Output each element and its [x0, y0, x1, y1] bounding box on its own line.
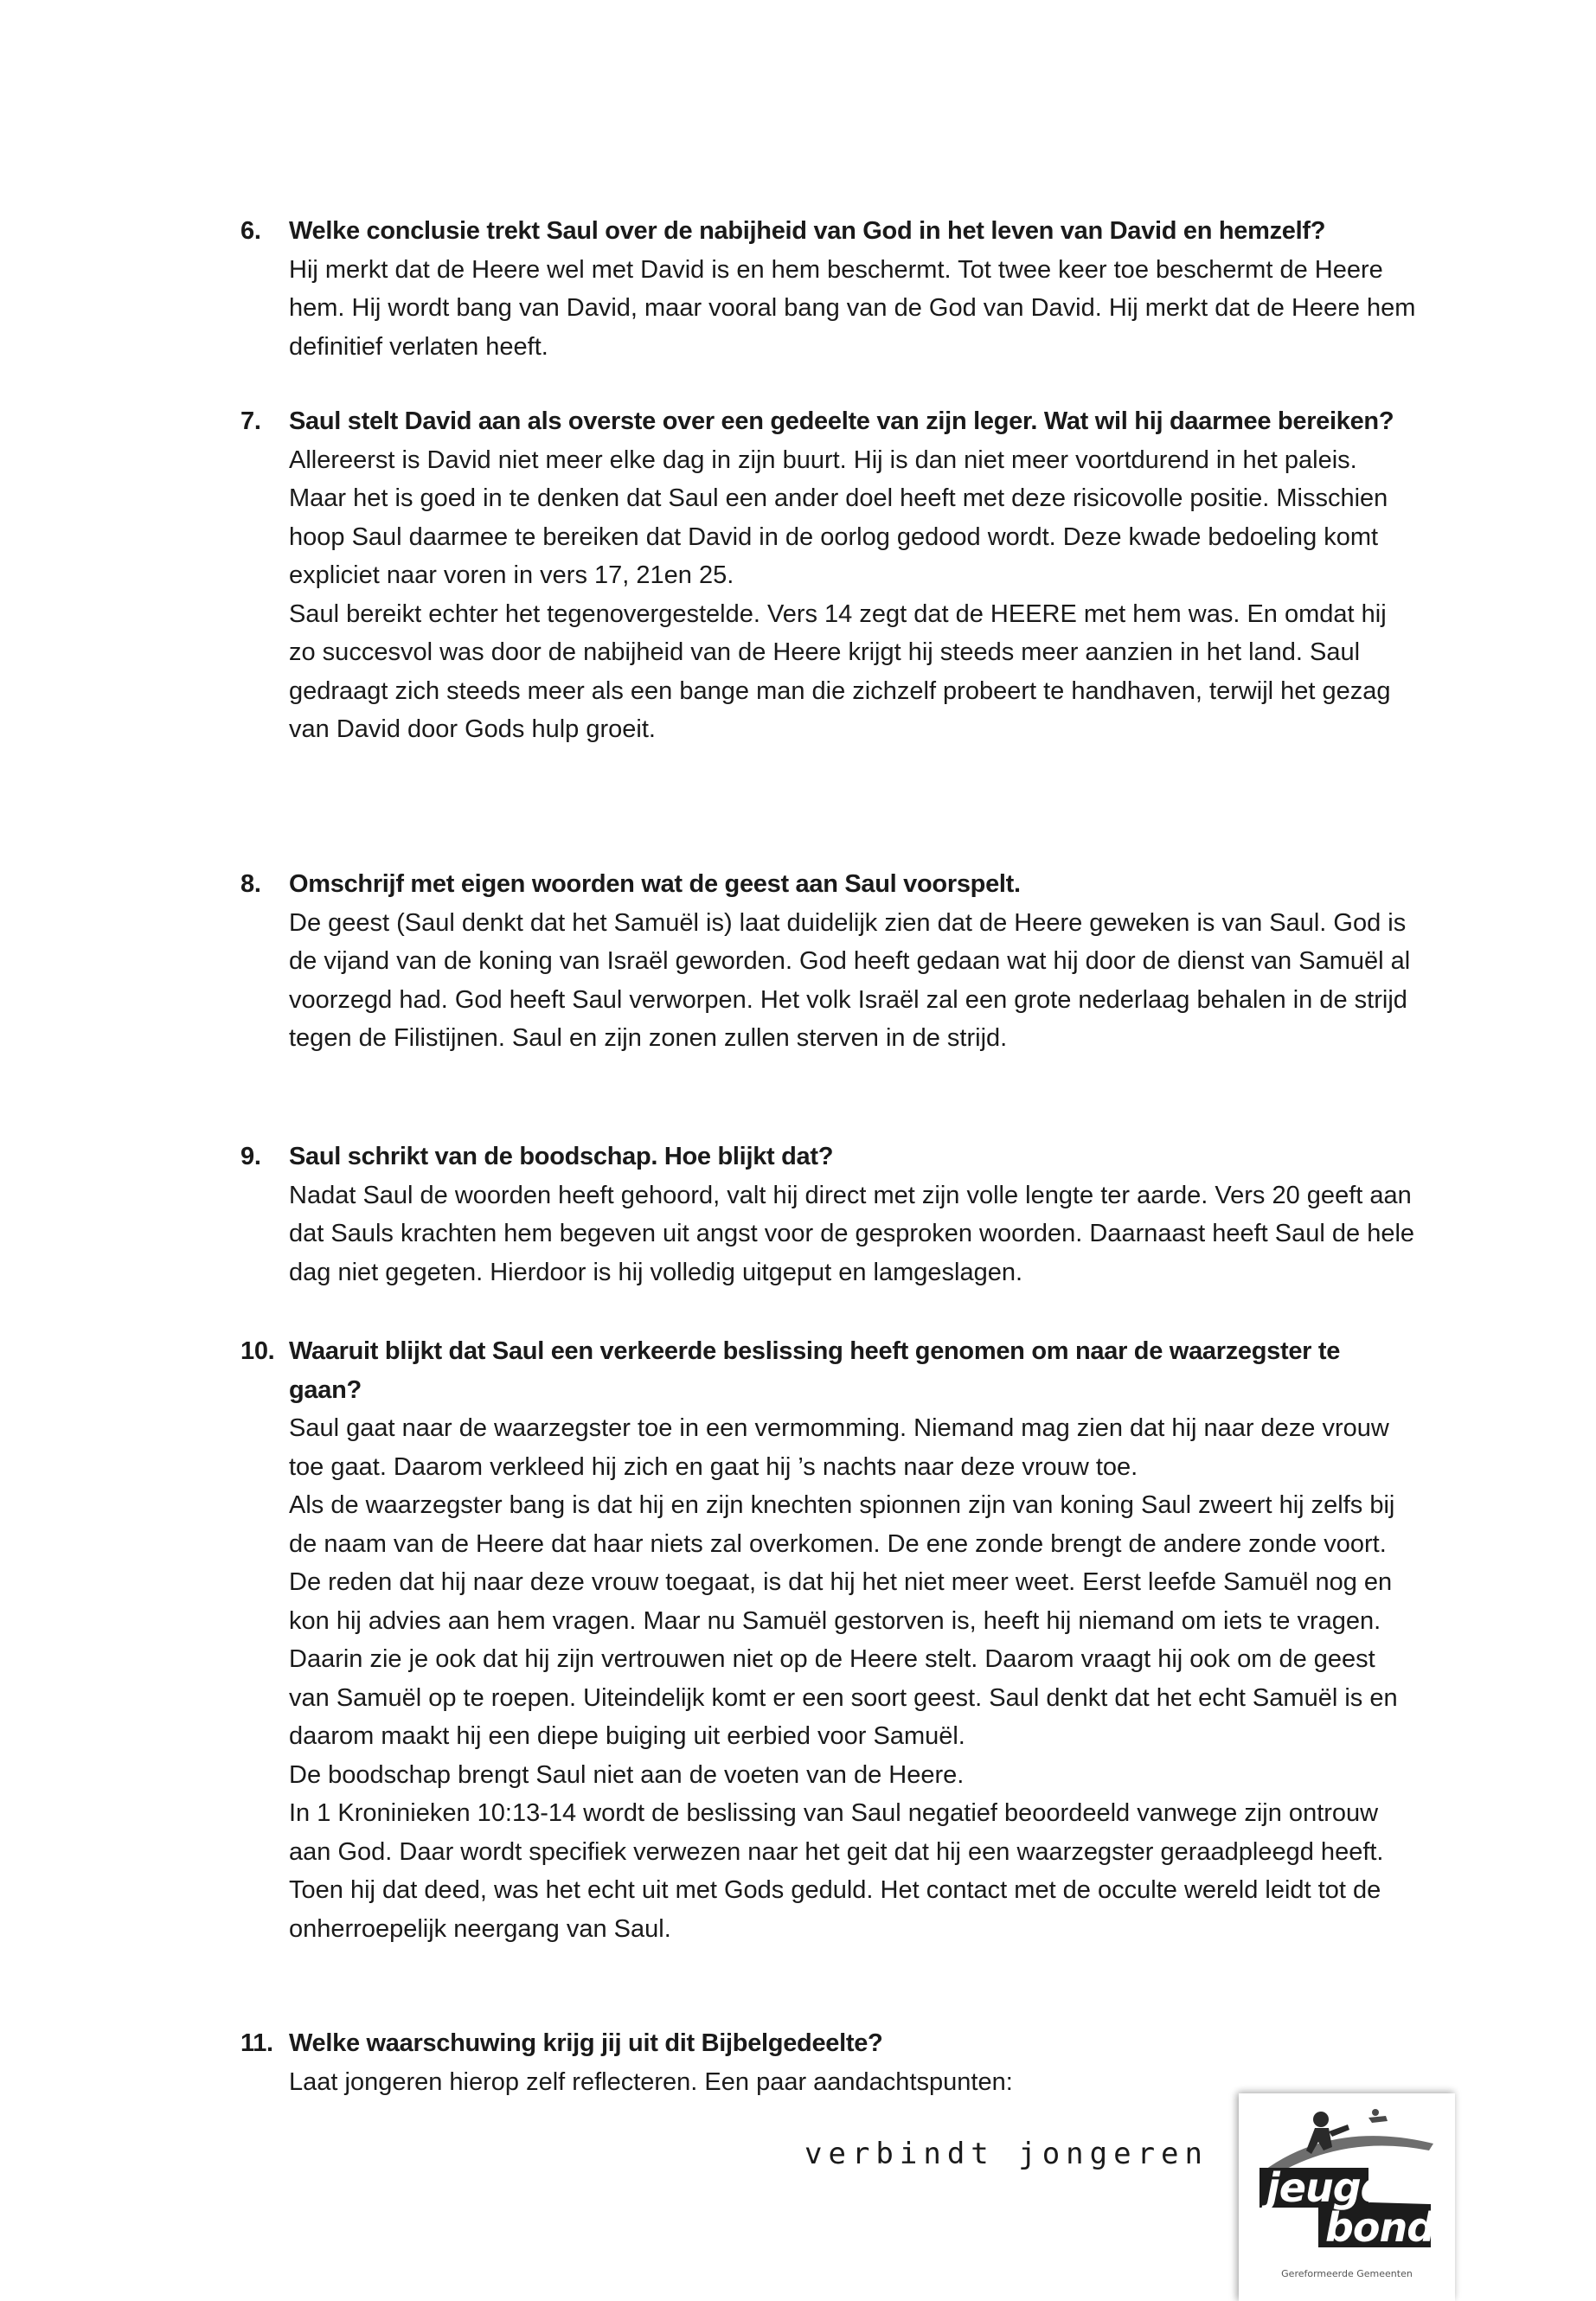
question-heading	[240, 865, 1417, 904]
question-text: Saul stelt David aan als overste over een gedeelte van zijn leger. Wat wil hij daarmee bereiken?	[289, 407, 1394, 435]
logo-subtitle: Gereformeerde Gemeenten	[1281, 2268, 1413, 2279]
question-heading	[240, 212, 1417, 251]
question-text: Saul schrikt van de boodschap. Hoe blijkt dat?	[289, 1143, 834, 1170]
question-block-8	[240, 865, 1417, 1058]
answer-paragraph: De reden dat hij naar deze vrouw toegaat, is dat hij het niet meer weet. Eerst leefde Samuël nog en kon hij advies aan hem vragen. Maar nu Samuël gestorven is, heeft hij niemand om iets te vragen. Daarin zie je ook dat hij zijn vertrouwen niet op de Heere stelt. Daarom vraagt hij ook om de geest van Samuël op te roepen. Uiteindelijk komt er een soort geest. Saul denkt dat het echt Samuël is en daarom maakt hij een diepe buiging uit eerbied voor Samuël.	[289, 1568, 1398, 1750]
question-text: Omschrijf met eigen woorden wat de geest aan Saul voorspelt.	[289, 870, 1021, 898]
question-text: Welke conclusie trekt Saul over de nabijheid van God in het leven van David en hemzelf?	[289, 217, 1326, 245]
question-heading	[240, 402, 1417, 441]
answer-text	[240, 1409, 1417, 1948]
question-heading	[240, 1332, 1417, 1409]
answer-paragraph: In 1 Kroninieken 10:13-14 wordt de beslissing van Saul negatief beoordeeld vanwege zijn ontrouw aan God. Daar wordt specifiek verwezen naar het geit dat hij een waarzegster geraadpleegd heeft. Toen hij dat deed, was het echt uit met Gods geduld. Het contact met de occulte wereld leidt tot de onherroepelijk neergang van Saul.	[289, 1799, 1384, 1943]
question-text: Waaruit blijkt dat Saul een verkeerde beslissing heeft genomen om naar de waarzegster te gaan?	[289, 1337, 1341, 1404]
answer-paragraph: Hij merkt dat de Heere wel met David is en hem beschermt. Tot twee keer toe beschermt de Heere hem. Hij wordt bang van David, maar vooral bang van de God van David. Hij merkt dat de Heere hem definitief verlaten heeft.	[289, 255, 1416, 361]
question-number: 9.	[240, 1143, 261, 1170]
logo-wordmark-2: bond	[1325, 2204, 1435, 2251]
question-number: 8.	[240, 870, 261, 898]
question-block-11	[240, 2024, 1417, 2101]
answer-paragraph: Saul gaat naar de waarzegster toe in een vermomming. Niemand mag zien dat hij naar deze vrouw toe gaat. Daarom verkleed hij zich en gaat hij ’s nachts naar deze vrouw toe.	[289, 1414, 1389, 1481]
question-text: Welke waarschuwing krijg jij uit dit Bijbelgedeelte?	[289, 2029, 883, 2057]
answer-paragraph: Laat jongeren hierop zelf reflecteren. Een paar aandachtspunten:	[289, 2067, 1013, 2096]
question-block-7	[240, 402, 1417, 749]
footer-tagline: verbindt jongeren	[804, 2137, 1208, 2171]
answer-paragraph: De geest (Saul denkt dat het Samuël is) laat duidelijk zien dat de Heere geweken is van Saul. God is de vijand van de koning van Israël geworden. God heeft gedaan wat hij door de dienst van Samuël al voorzegd had. God heeft Saul verworpen. Het volk Israël zal een grote nederlaag behalen in de strijd tegen de Filistijnen. Saul en zijn zonen zullen sterven in de strijd.	[289, 908, 1411, 1052]
answer-text	[240, 441, 1417, 749]
answer-paragraph: Als de waarzegster bang is dat hij en zijn knechten spionnen zijn van koning Saul zweert hij zelfs bij de naam van de Heere dat haar niets zal overkomen. De ene zonde brengt de andere zonde voort.	[289, 1491, 1395, 1558]
question-heading	[240, 2024, 1417, 2063]
answer-paragraph: Allereerst is David niet meer elke dag in zijn buurt. Hij is dan niet meer voortdurend in het paleis.	[289, 445, 1357, 474]
question-number: 11.	[240, 2029, 273, 2057]
question-heading	[240, 1138, 1417, 1176]
answer-text	[240, 251, 1417, 367]
answer-text	[240, 904, 1417, 1058]
answer-paragraph: Maar het is goed in te denken dat Saul een ander doel heeft met deze risicovolle positie. Misschien hoop Saul daarmee te bereiken dat David in de oorlog gedood wordt. Deze kwade bedoeling komt expliciet naar voren in vers 17, 21en 25.	[289, 484, 1388, 589]
question-block-6	[240, 212, 1417, 366]
question-block-10	[240, 1332, 1417, 1948]
answer-paragraph: Saul bereikt echter het tegenovergestelde. Vers 14 zegt dat de HEERE met hem was. En omdat hij zo succesvol was door de nabijheid van de Heere krijgt hij steeds meer aanzien in het land. Saul gedraagt zich steeds meer als een bange man die zichzelf probeert te handhaven, terwijl het gezag van David door Gods hulp groeit.	[289, 599, 1391, 743]
jeugdbond-logo	[1239, 2093, 1455, 2301]
question-number: 6.	[240, 217, 261, 245]
answer-text	[240, 1176, 1417, 1292]
answer-paragraph: De boodschap brengt Saul niet aan de voeten van de Heere.	[289, 1760, 965, 1789]
answer-paragraph: Nadat Saul de woorden heeft gehoord, valt hij direct met zijn volle lengte ter aarde. Vers 20 geeft aan dat Sauls krachten hem begeven uit angst voor de gesproken woorden. Daarnaast heeft Saul de hele dag niet gegeten. Hierdoor is hij volledig uitgeput en lamgeslagen.	[289, 1181, 1415, 1286]
question-number: 7.	[240, 407, 261, 435]
logo-wordmark-1: jeugd	[1266, 2164, 1388, 2211]
question-number: 10.	[240, 1337, 275, 1365]
question-block-9	[240, 1138, 1417, 1292]
